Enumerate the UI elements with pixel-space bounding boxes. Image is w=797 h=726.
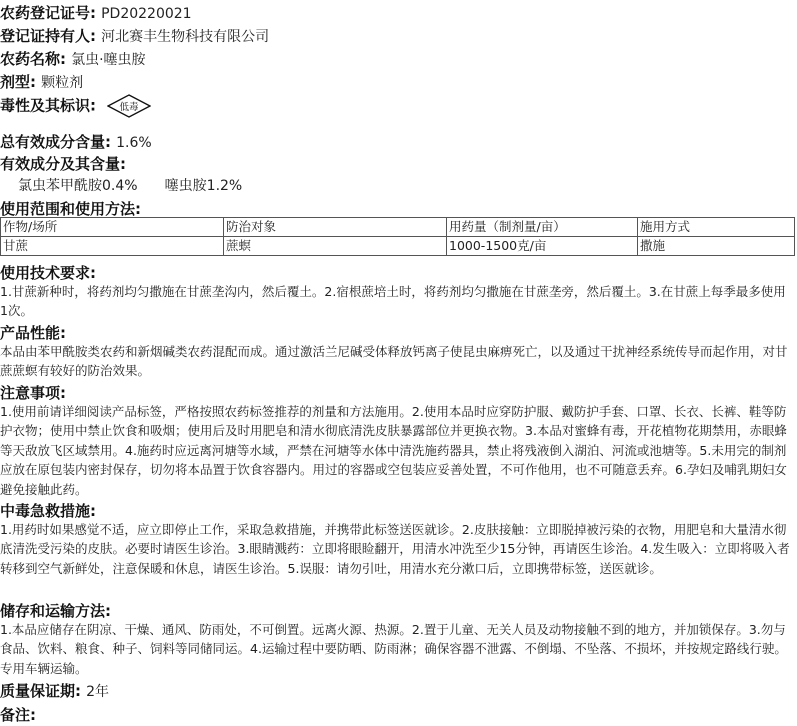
tech-heading <box>0 262 96 283</box>
warranty-label: 质量保证期: <box>0 682 81 700</box>
toxicity-badge-text: 低毒 <box>119 102 139 113</box>
formulation-label: 剂型: <box>0 73 36 91</box>
usage-heading <box>0 198 141 219</box>
low-toxicity-diamond-icon <box>107 94 151 118</box>
pesticide-name-value: 氯虫·噻虫胺 <box>71 52 146 68</box>
ingredients-heading <box>0 153 126 174</box>
tech-label: 使用技术要求: <box>0 264 96 282</box>
first-aid-label: 中毒急救措施: <box>0 502 96 520</box>
notes-text: 1.使用前请详细阅读产品标签，严格按照农药标签推荐的剂量和方法施用。2.使用本品时应穿防护服、戴防护手套、口罩、长衣、长裤、鞋等防护衣物；使用中禁止饮食和吸烟；使用后及时用肥皂和清水彻底清洗皮肤暴露部位并更换衣物。3.本品对蜜蜂有毒，开花植物花期禁用，赤眼蜂等天敌放飞区域禁用。4.施药时应远离河塘等水域，严禁在河塘等水体中清洗施药器具，禁止将残液倒入湖泊、河流或池塘等。5.未用完的制剂应放在原包装内密封保存，切勿将本品置于饮食容器内。用过的容器或空包装应妥善处置，不可作他用，也不可随意丢弃。6.孕妇及哺乳期妇女避免接触此药。 <box>0 404 787 497</box>
total-content-row <box>0 131 152 152</box>
notes-label: 注意事项: <box>0 384 66 402</box>
first-aid-text: 1.用药时如果感觉不适，应立即停止工作，采取急救措施，并携带此标签送医就诊。2.皮肤接触：立即脱掉被污染的衣物，用肥皂和大量清水彻底清洗受污染的皮肤。必要时请医生诊治。3.眼睛溅药：立即将眼睑翻开，用清水冲洗至少15分钟，再请医生诊治。4.发生吸入：立即将吸入者转移到空气新鲜处，注意保暖和休息，请医生诊治。5.误服：请勿引吐，用清水充分漱口后，立即携带标签，送医就诊。 <box>0 522 790 576</box>
table-header-cell: 施用方式 <box>638 218 795 237</box>
performance-text: 本品由苯甲酰胺类农药和新烟碱类农药混配而成。通过激活兰尼碱受体释放钙离子使昆虫麻痹死亡，以及通过干扰神经系统传导而起作用，对甘蔗蔗螟有较好的防治效果。 <box>0 344 788 379</box>
table-header-cell: 作物/场所 <box>1 218 224 237</box>
usage-label: 使用范围和使用方法: <box>0 200 141 218</box>
notes-heading <box>0 382 66 403</box>
formulation-value: 颗粒剂 <box>41 75 84 91</box>
remarks-label: 备注: <box>0 706 36 724</box>
formulation-row <box>0 71 83 92</box>
performance-heading <box>0 322 66 343</box>
table-cell: 撒施 <box>638 237 795 256</box>
table-header-row <box>1 218 795 237</box>
warranty-value: 2年 <box>86 684 110 700</box>
pesticide-name-label: 农药名称: <box>0 50 66 68</box>
total-content-value: 1.6% <box>116 135 152 151</box>
storage-label: 储存和运输方法: <box>0 602 111 620</box>
table-row <box>1 237 795 256</box>
storage-text: 1.本品应储存在阴凉、干燥、通风、防雨处，不可倒置。远离火源、热源。2.置于儿童、无关人员及动物接触不到的地方，并加锁保存。3.勿与食品、饮料、粮食、种子、饲料等同储同运。4.运输过程中要防晒、防雨淋；确保容器不泄露、不倒塌、不坠落、不损坏，并按规定路线行驶。专用车辆运输。 <box>0 622 787 676</box>
ingredients-list <box>18 175 242 195</box>
table-cell: 1000-1500克/亩 <box>447 237 638 256</box>
ingredients-label: 有效成分及其含量: <box>0 155 126 173</box>
table-cell: 蔗螟 <box>224 237 447 256</box>
tech-text: 1.甘蔗新种时，将药剂均匀撒施在甘蔗垄沟内，然后覆土。2.宿根蔗培土时，将药剂均匀撒施在甘蔗垄旁，然后覆土。3.在甘蔗上每季最多使用1次。 <box>0 284 786 319</box>
table-cell: 甘蔗 <box>1 237 224 256</box>
storage-heading <box>0 600 111 621</box>
toxicity-label: 毒性及其标识: <box>0 96 96 115</box>
pesticide-name-row <box>0 48 146 69</box>
table-header-cell: 防治对象 <box>224 218 447 237</box>
remarks-row <box>0 704 36 725</box>
toxicity-row <box>0 94 151 118</box>
registration-number-row <box>0 2 192 23</box>
ingredient-item: 氯虫苯甲酰胺0.4% <box>18 178 138 194</box>
registration-holder-value: 河北赛丰生物科技有限公司 <box>101 29 270 45</box>
usage-table <box>0 217 795 256</box>
performance-label: 产品性能: <box>0 324 66 342</box>
registration-number-value: PD20220021 <box>101 6 192 22</box>
registration-holder-label: 登记证持有人: <box>0 27 96 45</box>
table-header-cell: 用药量（制剂量/亩） <box>447 218 638 237</box>
registration-holder-row <box>0 25 269 46</box>
registration-number-label: 农药登记证号: <box>0 4 96 22</box>
ingredient-item: 噻虫胺1.2% <box>164 178 243 194</box>
warranty-row <box>0 680 109 701</box>
first-aid-heading <box>0 500 96 521</box>
total-content-label: 总有效成分含量: <box>0 133 111 151</box>
